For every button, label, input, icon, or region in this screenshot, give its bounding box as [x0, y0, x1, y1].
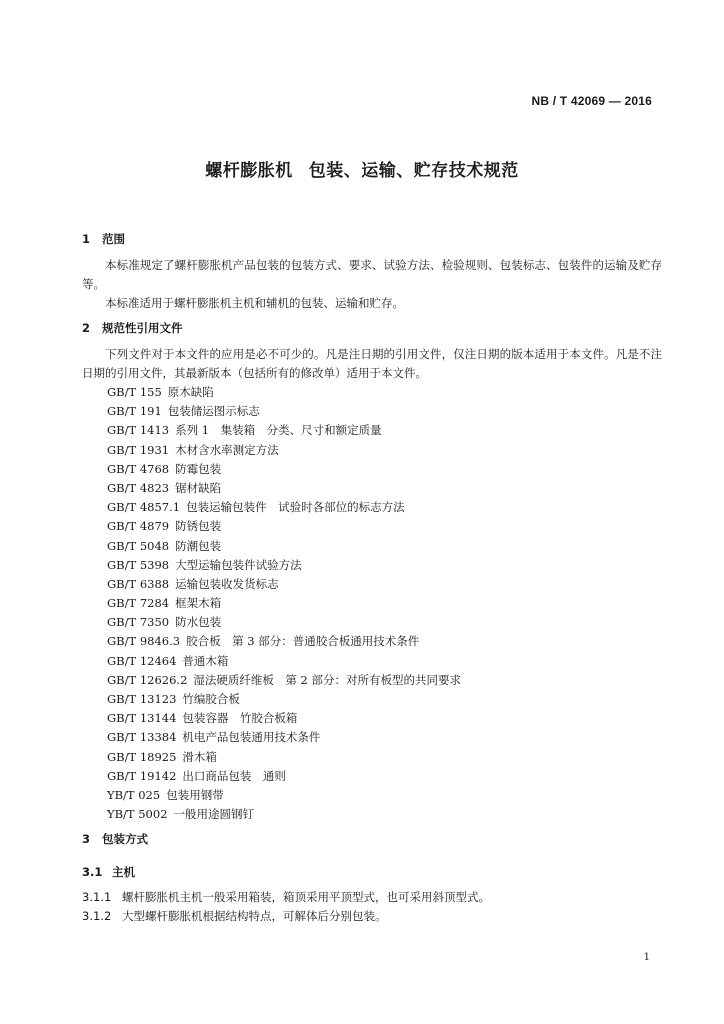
reference-item	[107, 460, 662, 479]
reference-item	[107, 441, 662, 460]
section-3-heading	[82, 830, 662, 849]
reference-title: 防霉包装	[175, 461, 222, 476]
reference-item	[107, 652, 662, 671]
reference-item	[107, 498, 662, 517]
reference-code: GB/T 6388	[107, 576, 170, 591]
reference-list	[107, 383, 662, 824]
title-part-1: 螺杆膨胀机	[205, 161, 293, 181]
subsection-3-1-title: 主机	[112, 865, 135, 880]
reference-code: GB/T 19142	[107, 768, 177, 783]
reference-title: 包装容器 竹胶合板箱	[182, 711, 298, 726]
reference-title: 防锈包装	[175, 519, 222, 534]
clause-text: 螺杆膨胀机主机一般采用箱装，箱顶采用平顶型式，也可采用斜顶型式。	[122, 890, 490, 905]
reference-code: GB/T 13384	[107, 730, 177, 745]
reference-code: GB/T 12464	[107, 653, 177, 668]
subsection-3-1-number: 3.1	[82, 865, 103, 880]
reference-item	[107, 671, 662, 690]
reference-title: 木材含水率测定方法	[175, 442, 279, 457]
reference-code: GB/T 4879	[107, 519, 170, 534]
clause-3-1-1	[82, 888, 662, 907]
reference-title: 大型运输包装件试验方法	[175, 557, 302, 572]
reference-title: 机电产品包装通用技术条件	[182, 730, 321, 745]
clause-text: 大型螺杆膨胀机根据结构特点，可解体后分别包装。	[122, 909, 387, 924]
clause-number: 3.1.1	[82, 890, 112, 905]
document-body	[82, 230, 662, 926]
reference-item	[107, 421, 662, 440]
reference-item	[107, 728, 662, 747]
reference-title: 运输包装收发货标志	[175, 576, 279, 591]
reference-item	[107, 537, 662, 556]
reference-code: GB/T 7350	[107, 615, 170, 630]
reference-code: YB/T 025	[107, 787, 161, 802]
reference-item	[107, 690, 662, 709]
reference-code: GB/T 5048	[107, 538, 170, 553]
reference-title: 防水包装	[175, 615, 222, 630]
reference-code: GB/T 4857.1	[107, 500, 181, 515]
reference-title: 系列 1 集装箱 分类、尺寸和额定质量	[175, 423, 382, 438]
section-2-number: 2	[82, 321, 91, 335]
reference-item	[107, 479, 662, 498]
reference-code: GB/T 4768	[107, 461, 170, 476]
reference-title: 一般用途圆钢钉	[173, 807, 255, 822]
reference-code: GB/T 1413	[107, 423, 170, 438]
reference-item	[107, 402, 662, 421]
title-part-2: 包装、运输、贮存技术规范	[308, 161, 519, 181]
section-1-title: 范围	[102, 232, 125, 246]
section-2-title: 规范性引用文件	[102, 321, 183, 335]
standard-number: NB / T 42069 — 2016	[531, 94, 652, 108]
reference-code: GB/T 4823	[107, 480, 170, 495]
clause-3-1-2	[82, 907, 662, 926]
reference-code: GB/T 7284	[107, 596, 170, 611]
reference-item	[107, 575, 662, 594]
section-1-number: 1	[82, 232, 91, 246]
reference-code: GB/T 13144	[107, 711, 177, 726]
reference-item	[107, 383, 662, 402]
reference-title: 包装用钢带	[166, 787, 224, 802]
reference-title: 滑木箱	[182, 749, 217, 764]
reference-title: 出口商品包装 通则	[182, 768, 286, 783]
section-1-heading	[82, 230, 662, 252]
reference-item	[107, 767, 662, 786]
section-3-title: 包装方式	[102, 832, 148, 847]
reference-item	[107, 517, 662, 536]
normative-intro: 下列文件对于本文件的应用是必不可少的。凡是注日期的引用文件，仅注日期的版本适用于本文件。凡是不注日期的引用文件，其最新版本（包括所有的修改单）适用于本文件。	[82, 347, 662, 380]
reference-code: GB/T 18925	[107, 749, 177, 764]
reference-item	[107, 748, 662, 767]
reference-item	[107, 594, 662, 613]
page-number: 1	[643, 952, 650, 963]
reference-title: 包装储运图示标志	[167, 404, 260, 419]
reference-code: GB/T 5398	[107, 557, 170, 572]
reference-code: YB/T 5002	[107, 807, 168, 822]
reference-code: GB/T 9846.3	[107, 634, 181, 649]
scope-paragraph-1: 本标准规定了螺杆膨胀机产品包装的包装方式、要求、试验方法、检验规则、包装标志、包装件的运输及贮存等。	[82, 258, 662, 291]
reference-title: 锯材缺陷	[175, 480, 222, 495]
reference-item	[107, 709, 662, 728]
reference-title: 湿法硬质纤维板 第 2 部分：对所有板型的共同要求	[193, 672, 462, 687]
reference-code: GB/T 1931	[107, 442, 170, 457]
section-2-heading	[82, 319, 662, 341]
clause-number: 3.1.2	[82, 909, 112, 924]
reference-title: 普通木箱	[182, 653, 229, 668]
reference-title: 胶合板 第 3 部分：普通胶合板通用技术条件	[186, 634, 420, 649]
reference-title: 包装运输包装件 试验时各部位的标志方法	[186, 500, 405, 515]
reference-item	[107, 556, 662, 575]
reference-code: GB/T 155	[107, 385, 162, 399]
scope-paragraph-2: 本标准适用于螺杆膨胀机主机和辅机的包装、运输和贮存。	[105, 296, 404, 310]
reference-item	[107, 613, 662, 632]
reference-code: GB/T 13123	[107, 692, 177, 706]
section-3-number: 3	[82, 832, 91, 847]
reference-title: 原木缺陷	[167, 385, 214, 399]
subsection-3-1-heading	[82, 863, 662, 882]
reference-code: GB/T 12626.2	[107, 672, 188, 687]
reference-item	[107, 632, 662, 651]
document-title	[0, 156, 724, 181]
reference-title: 竹编胶合板	[182, 692, 240, 706]
reference-title: 防潮包装	[175, 538, 222, 553]
reference-title: 框架木箱	[175, 596, 222, 611]
reference-item	[107, 805, 662, 824]
reference-code: GB/T 191	[107, 404, 162, 419]
reference-item	[107, 786, 662, 805]
